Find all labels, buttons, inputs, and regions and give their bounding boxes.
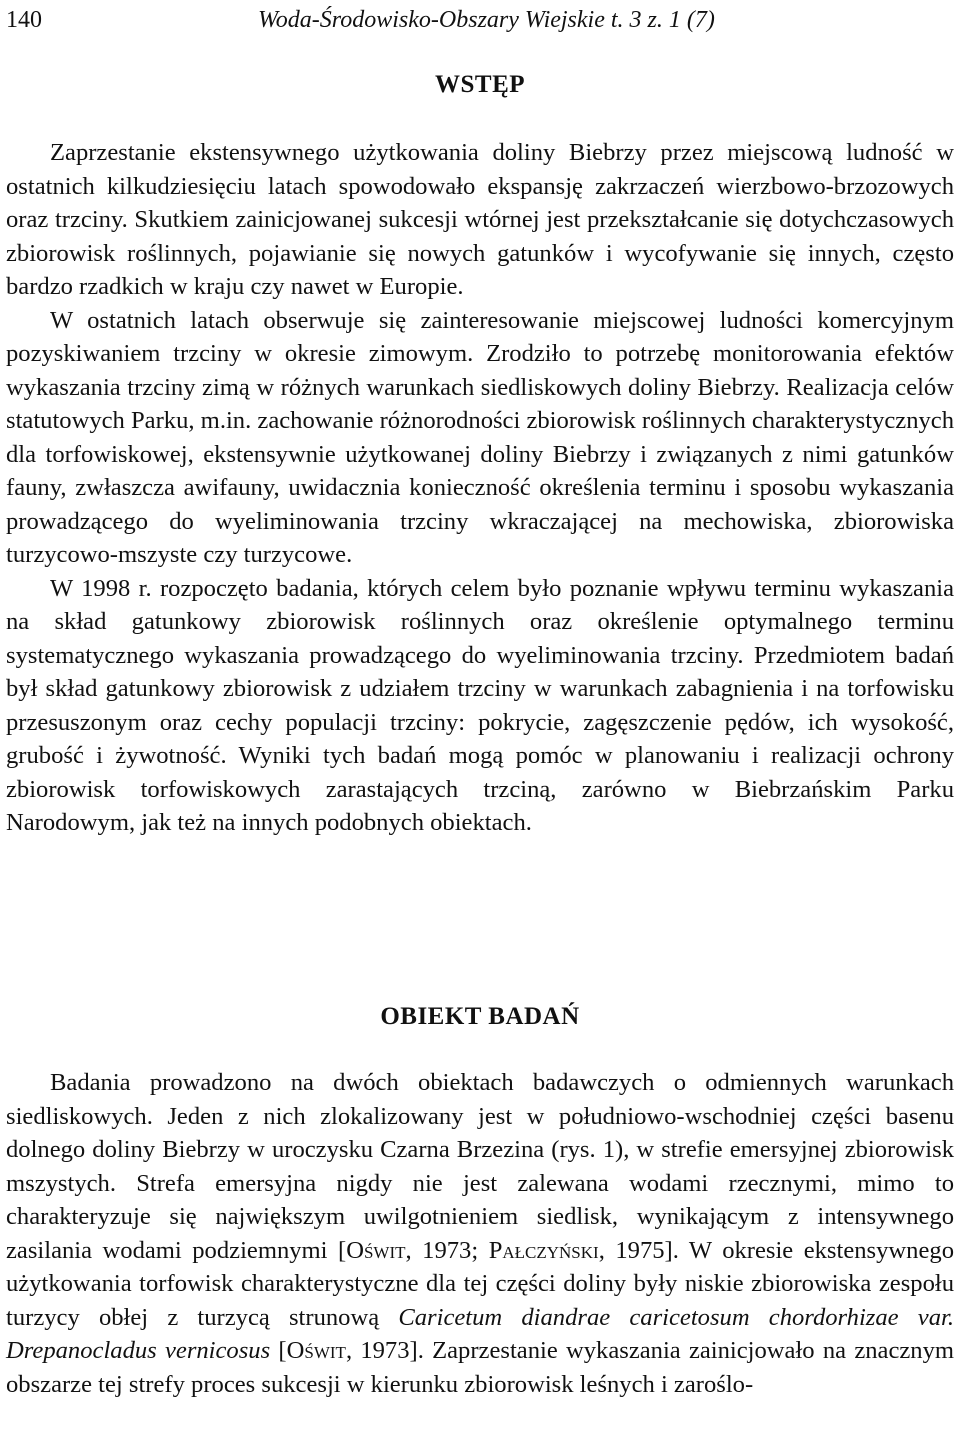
- citation-author: Pałczyński: [488, 1236, 599, 1264]
- intro-paragraph-2: W ostatnich latach obserwuje się zainteresowanie miejscowej ludności komercyjnym pozyskiwaniem trzciny w okresie zimowym. Zrodziło to potrzebę monitorowania efektów wykaszania trzciny zimą w różnych warunkach siedliskowych doliny Biebrzy. Realizacja celów statutowych Parku, m.in. zachowanie różnorodności zbiorowisk roślinnych charakterystycznych dla torfowiskowej, ekstensywnie użytkowanej doliny Biebrzy i związanych z nimi gatunków fauny, zwłaszcza awifauny, uwidacznia konieczność określenia terminu i sposobu wykaszania prowadzącego do wyeliminowania trzciny wkraczającej na mechowiska, zbiorowiska turzycowo-mszyste czy turzycowe.: [6, 306, 954, 568]
- running-header: [6, 2, 954, 38]
- page-number: 140: [6, 7, 42, 33]
- journal-title: Woda-Środowisko-Obszary Wiejskie t. 3 z. 1 (7): [258, 7, 715, 33]
- site-text-part-4: [: [270, 1337, 287, 1364]
- latin-plant-name: Caricetum diandrae caricetosum chordorhizae var. Drepanocladus vernicosus: [6, 1303, 954, 1364]
- citation-author: Oświt: [286, 1337, 346, 1364]
- section-heading-site: OBIEKT BADAŃ: [380, 1003, 580, 1030]
- intro-paragraph-3: W 1998 r. rozpoczęto badania, których celem było poznanie wpływu terminu wykaszania na skład gatunkowy zbiorowisk roślinnych oraz określenie optymalnego terminu systematycznego wykaszania prowadzącego do wyeliminowania trzciny. Przedmiotem badań był skład gatunkowy zbiorowisk z udziałem trzciny w warunkach zabagnienia i na torfowisku przesuszonym oraz cechy populacji trzciny: pokrycie, zagęszczenie pędów, ich wysokość, grubość i żywotność. Wyniki tych badań mogą pomóc w planowaniu i realizacji ochrony zbiorowisk torfowiskowych zarastających trzciną, zarówno w Biebrzańskim Parku Narodowym, jak też na innych podobnych obiektach.: [6, 574, 954, 836]
- site-text-part-1: Badania prowadzono na dwóch obiektach badawczych o odmiennych warunkach siedliskowych. Jeden z nich zlokalizowany jest w południowo-wschodniej części basenu dolnego doliny Biebrzy w uroczysku Czarna Brzezina (rys. 1), w strefie emersyjnej zbiorowisk mszystych. Strefa emersyjna nigdy nie jest zalewana wodami rzecznymi, mimo to charakteryzuje się największym uwilgotnieniem siedlisk, wynikającym z intensywnego zasilania wodami podziemnymi [: [6, 1069, 954, 1264]
- section-heading-intro: WSTĘP: [434, 71, 526, 98]
- citation-author: Oświt: [346, 1236, 406, 1264]
- site-paragraph-1: [6, 1066, 954, 1401]
- site-text: [6, 1066, 954, 1401]
- site-text-part-2: , 1973;: [405, 1236, 489, 1264]
- site-text-part-3: , 1975]. W okresie ekstensywnego użytkowania torfowisk charakterystyczne dla tej części doliny były niskie zbiorowiska zespołu turzycy obłej z turzycą strunową: [6, 1236, 954, 1331]
- site-text-part-5: , 1973]. Zaprzestanie wykaszania zainicjowało na znacznym obszarze tej strefy proces sukcesji w kierunku zbiorowisk leśnych i zaroślo-: [6, 1337, 954, 1398]
- intro-text: [6, 136, 954, 840]
- intro-paragraph-1: Zaprzestanie ekstensywnego użytkowania doliny Biebrzy przez miejscową ludność w ostatnich kilkudziesięciu latach spowodowało ekspansję zakrzaczeń wierzbowo-brzozowych oraz trzciny. Skutkiem zainicjowanej sukcesji wtórnej jest przekształcanie się dotychczasowych zbiorowisk roślinnych, pojawianie się nowych gatunków i wycofywanie się innych, często bardzo rzadkich w kraju czy nawet w Europie.: [6, 139, 954, 300]
